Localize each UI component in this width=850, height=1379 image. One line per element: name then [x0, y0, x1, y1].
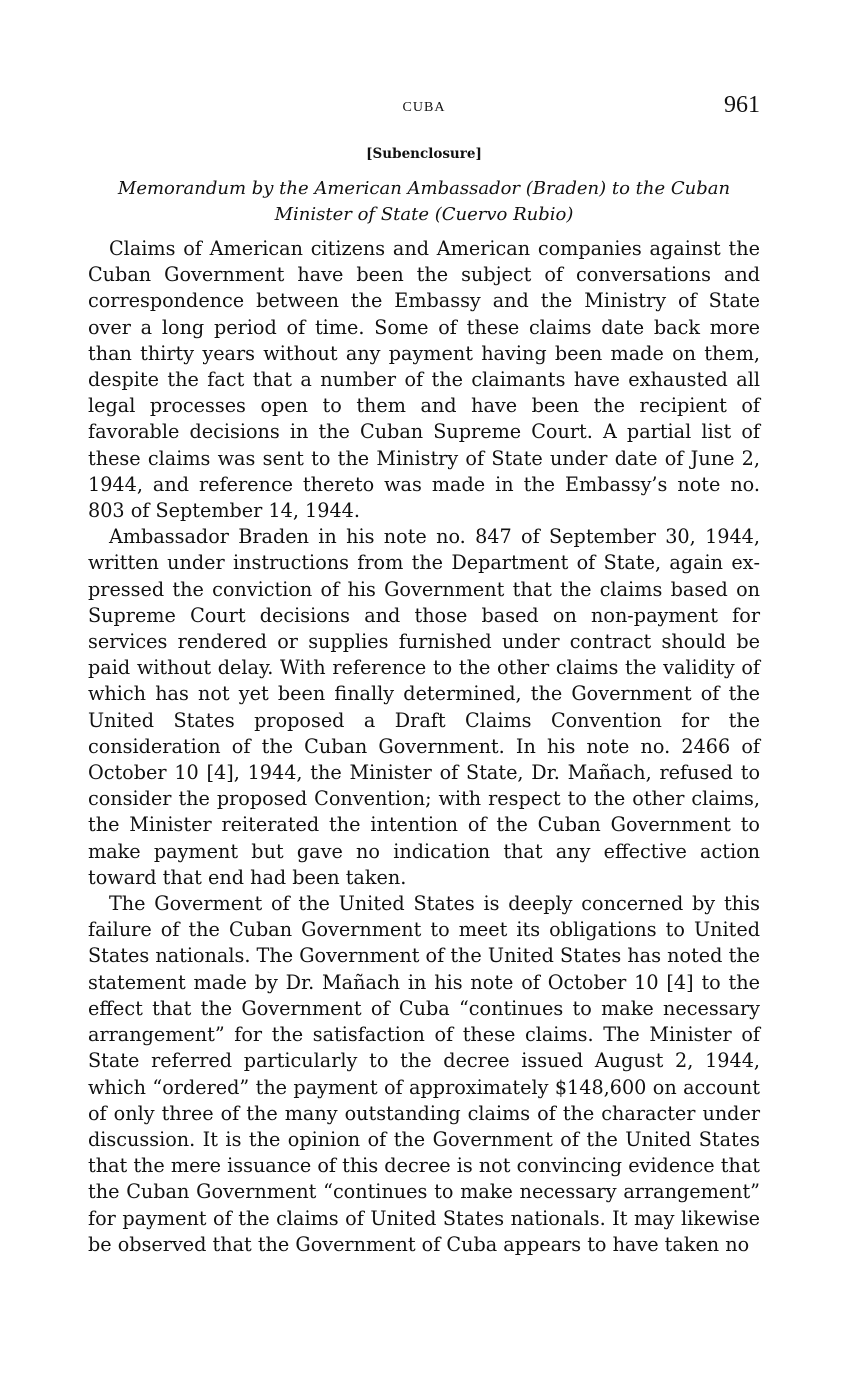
memo-body [88, 236, 760, 1258]
document-page [88, 90, 760, 1258]
memo-title-line-2: Minister of State (Cuervo Rubio) [274, 204, 574, 225]
memo-title-line-1: Memorandum by the American Ambassador (Braden) to the Cuban [117, 178, 731, 199]
subenclosure-label: [Subenclosure] [366, 146, 482, 162]
memo-title [88, 176, 760, 228]
paragraph-1: Claims of American citizens and American companies against the Cuban Government have been the subject of conversations and correspondence between the Embassy and the Ministry of State over a long period of time. Some of these claims date back more than thirty years without any payment having been made on them, despite the fact that a number of the claimants have exhausted all legal processes open to them and have been the recipient of favorable decisions in the Cuban Supreme Court. A partial list of these claims was sent to the Ministry of State under date of June 2, 1944, and reference thereto was made in the Embassy’s note no. 803 of September 14, 1944. [88, 237, 760, 523]
paragraph-3: The Goverment of the United States is deeply concerned by this failure of the Cuban Government to meet its obligations to United States nationals. The Government of the United States has noted the statement made by Dr. Mañach in his note of October 10 [4] to the effect that the Government of Cuba “continues to make necessary arrangement” for the satisfaction of these claims. The Minister of State referred particularly to the decree issued August 2, 1944, which “ordered” the payment of approximately $148,600 on account of only three of the many outstanding claims of the character under discussion. It is the opinion of the Government of the United States that the mere issuance of this decree is not convincing evidence that the Cuban Government “continues to make necessary arrangement” for payment of the claims of United States nationals. It may likewise be observed that the Government of Cuba appears to have taken no [88, 892, 760, 1256]
running-head [88, 90, 760, 126]
running-title: CUBA [402, 100, 446, 115]
page-number: 961 [724, 92, 760, 118]
paragraph-2: Ambassador Braden in his note no. 847 of September 30, 1944, written under instructions from the Department of State, again expressed the conviction of his Government that the claims based on Supreme Court decisions and those based on non-payment for services rendered or supplies furnished under contract should be paid without delay. With reference to the other claims the validity of which has not yet been finally determined, the Government of the United States proposed a Draft Claims Convention for the consideration of the Cuban Government. In his note no. 2466 of October 10 [4], 1944, the Minister of State, Dr. Mañach, refused to consider the proposed Convention; with respect to the other claims, the Minister reiterated the intention of the Cuban Government to make payment but gave no indication that any effective action toward that end had been taken. [88, 525, 760, 889]
